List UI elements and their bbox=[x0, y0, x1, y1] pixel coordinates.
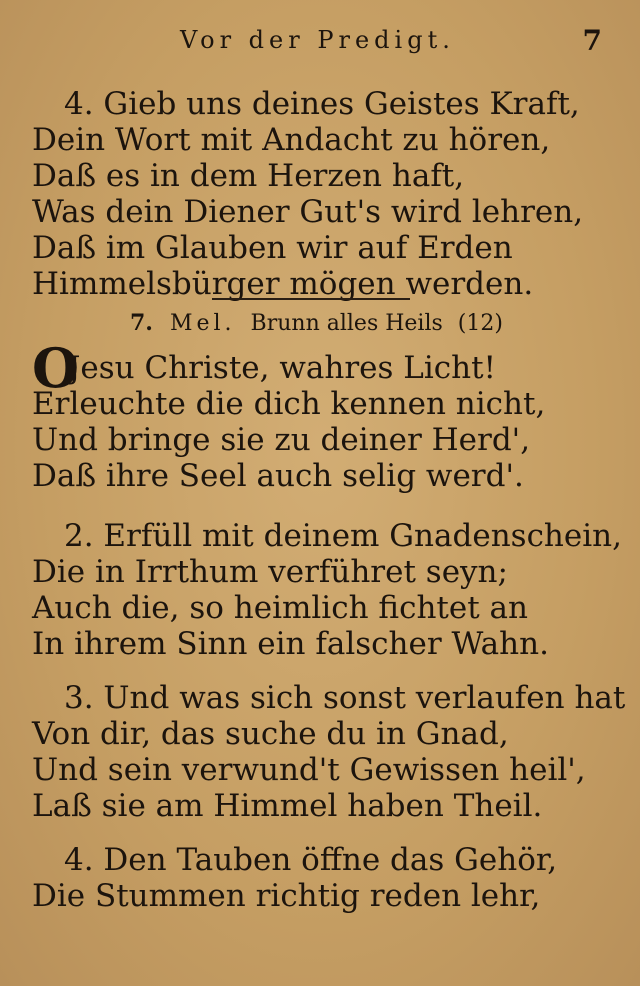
verse-line: 4. Gieb uns deines Geistes Kraft, bbox=[64, 86, 580, 122]
hymn-heading bbox=[130, 310, 503, 336]
hymn-stanza-1 bbox=[32, 336, 622, 494]
verse-line: 2. Erfüll mit deinem Gnadenschein, bbox=[64, 518, 622, 554]
verse-line: Von dir, das suche du in Gnad, bbox=[32, 716, 509, 752]
drop-cap: O bbox=[32, 336, 80, 400]
verse-line: Und sein verwund't Gewissen heil', bbox=[32, 752, 586, 788]
verse-line: In ihrem Sinn ein falscher Wahn. bbox=[32, 626, 549, 662]
verse-line: Daß es in dem Herzen haft, bbox=[32, 158, 465, 194]
verse-line-text: Jesu Christe, wahres Licht! bbox=[68, 350, 496, 386]
verse-line: Die in Irrthum verführet seyn; bbox=[32, 554, 508, 590]
verse-line: Die Stummen richtig reden lehr, bbox=[32, 878, 541, 914]
verse-line: Erleuchte die dich kennen nicht, bbox=[32, 386, 546, 422]
verse-line: Daß im Glauben wir auf Erden bbox=[32, 230, 513, 266]
melody-label: Mel. bbox=[169, 311, 236, 336]
verse-line: Laß sie am Himmel haben Theil. bbox=[32, 788, 543, 824]
verse-line-first bbox=[32, 336, 622, 400]
verse-line: 4. Den Tauben öffne das Gehör, bbox=[64, 842, 558, 878]
verse-line: Was dein Diener Gut's wird lehren, bbox=[32, 194, 584, 230]
hymn-stanza-2 bbox=[32, 518, 622, 662]
verse-line: Auch die, so heimlich fichtet an bbox=[32, 590, 528, 626]
hymn-stanza-3 bbox=[32, 680, 626, 824]
tune-reference: (12) bbox=[457, 311, 503, 336]
tune-name: Brunn alles Heils bbox=[250, 311, 443, 336]
verse-line: Dein Wort mit Andacht zu hören, bbox=[32, 122, 551, 158]
previous-hymn-stanza-4 bbox=[32, 86, 622, 302]
verse-line: Und bringe sie zu deiner Herd', bbox=[32, 422, 531, 458]
verse-line: 3. Und was sich sonst verlaufen hat bbox=[64, 680, 626, 716]
hymn-stanza-4 bbox=[32, 842, 622, 914]
verse-line: Himmelsbürger mögen werden. bbox=[32, 266, 534, 302]
page-number: 7 bbox=[582, 24, 602, 57]
page-header bbox=[0, 26, 640, 56]
running-head: Vor der Predigt. bbox=[180, 26, 455, 54]
hymn-number: 7. bbox=[130, 310, 153, 336]
verse-line: Daß ihre Seel auch selig werd'. bbox=[32, 458, 524, 494]
section-divider bbox=[212, 298, 410, 300]
